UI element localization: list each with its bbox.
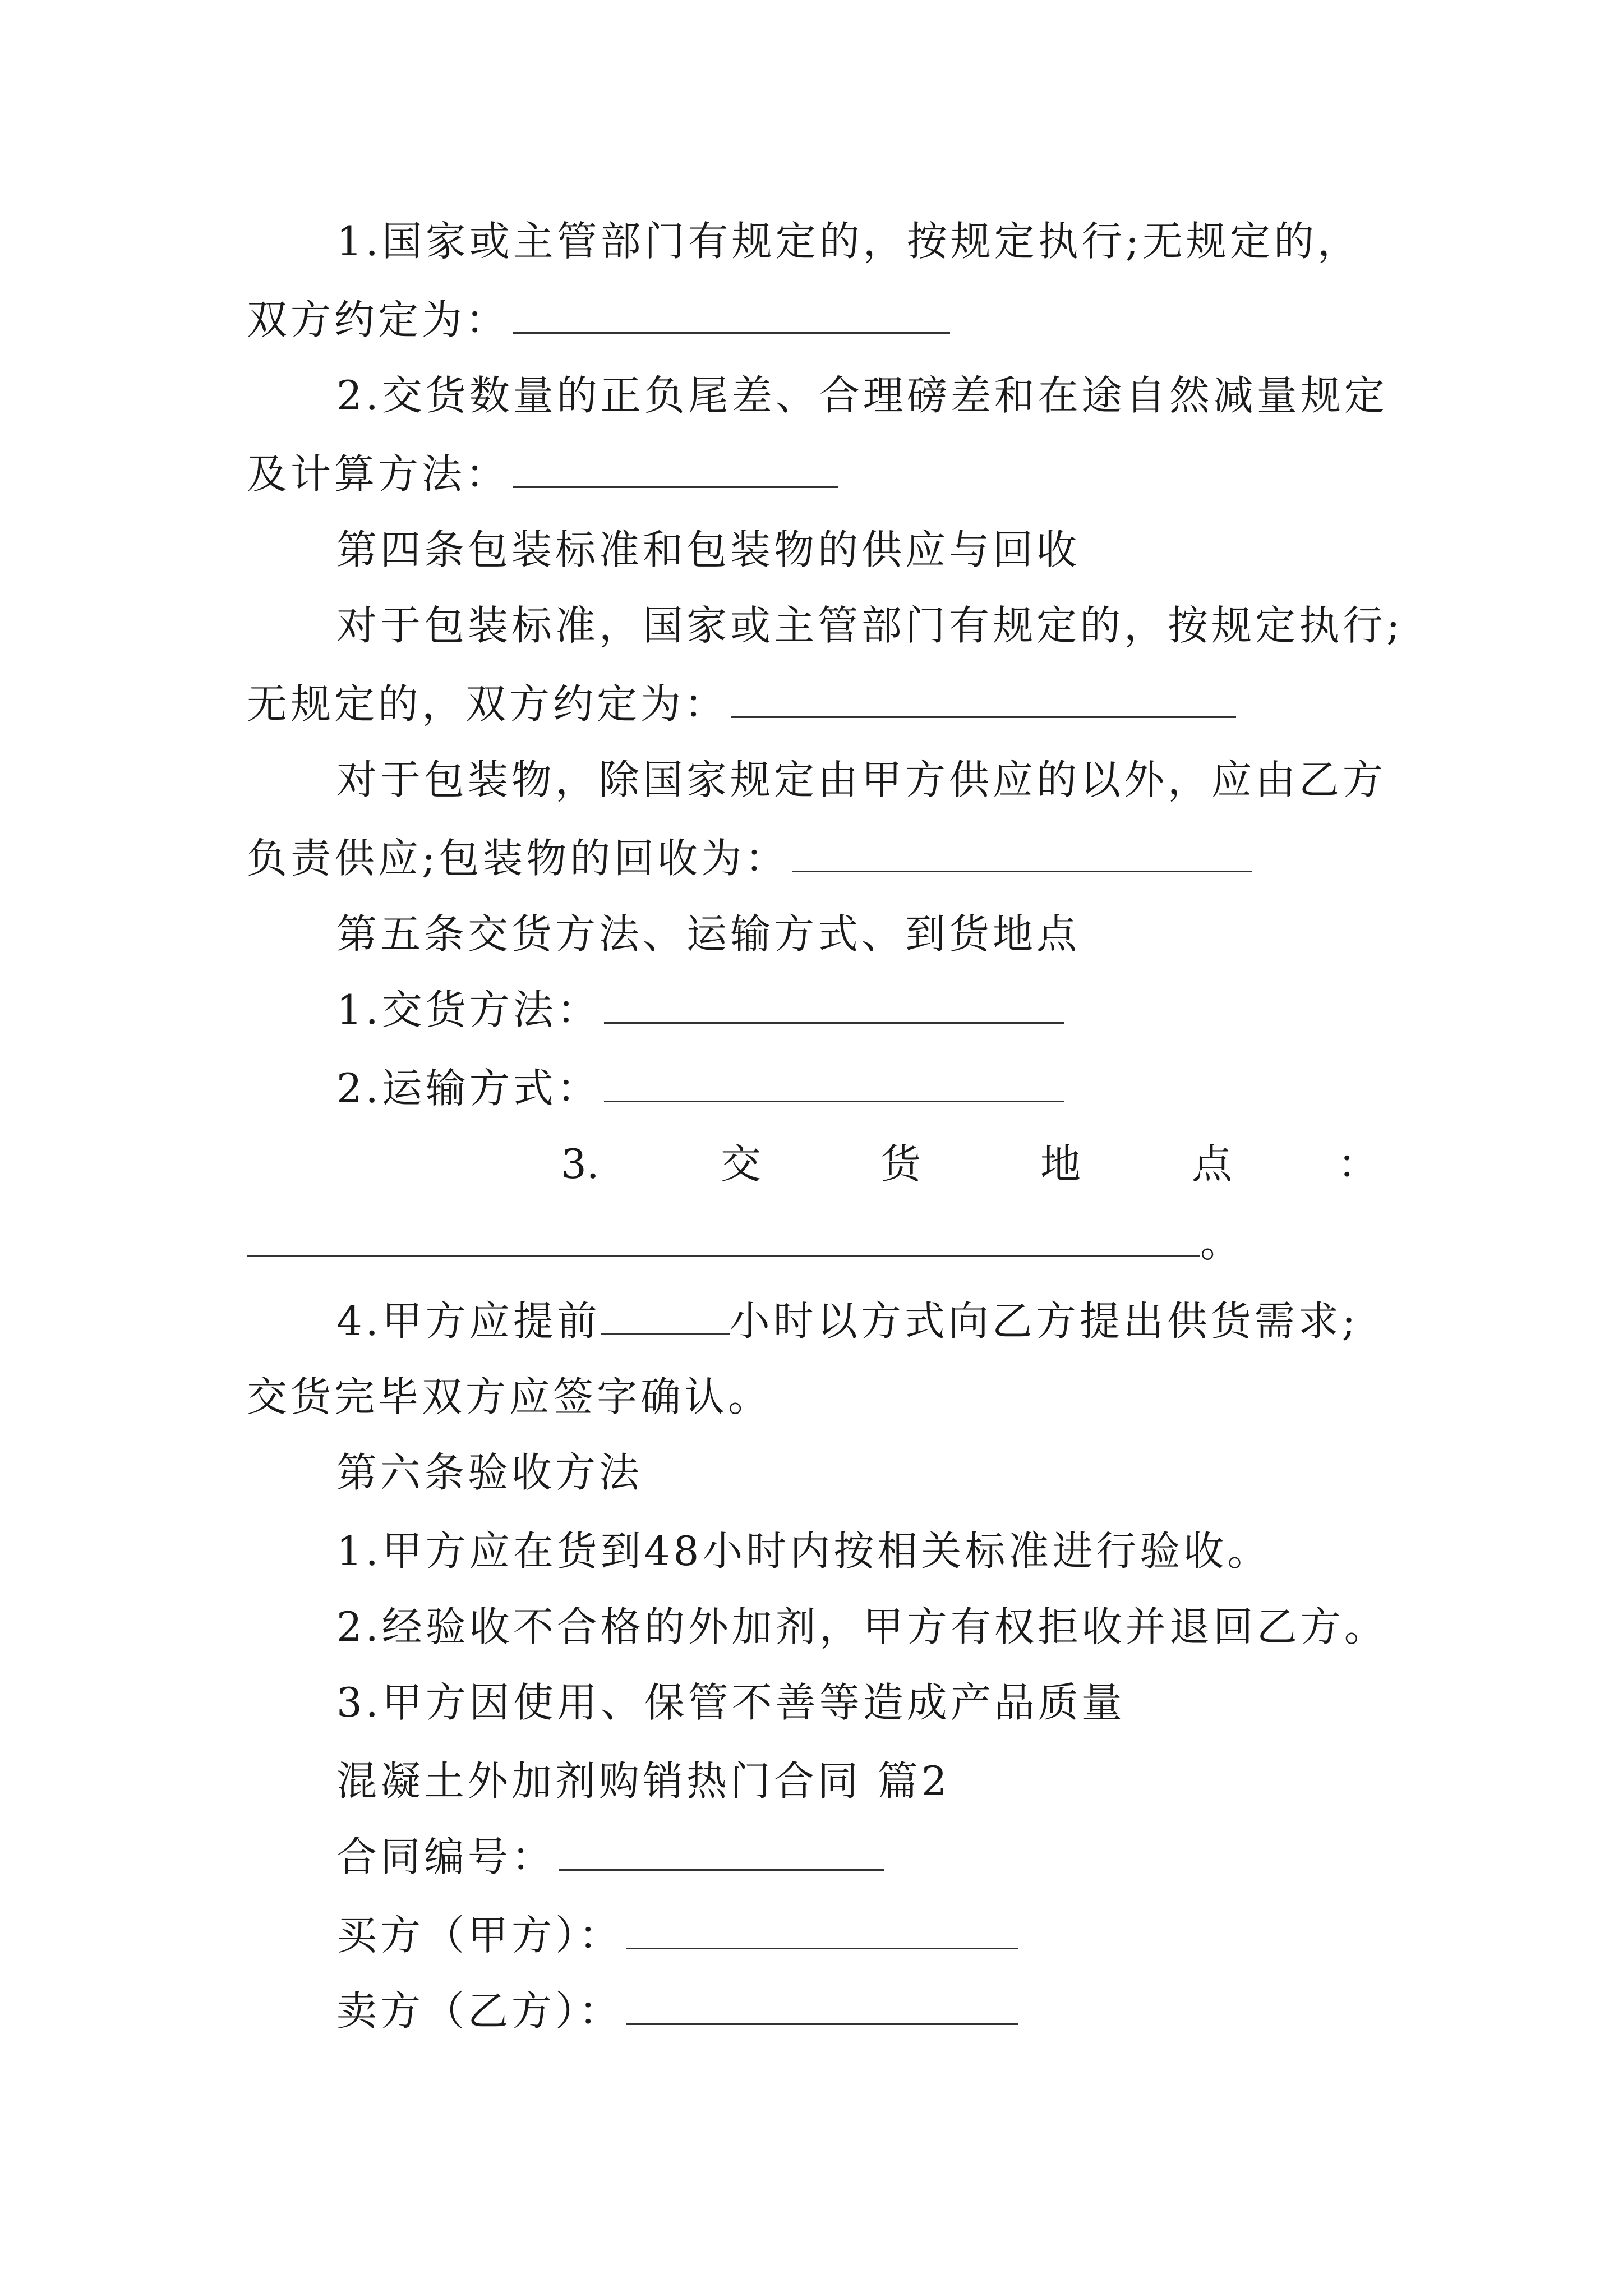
contract2-title (336, 1756, 951, 1806)
article6-item1-text: 1.甲方应在货到48小时内按相关标准进行验收。 (336, 1527, 1271, 1575)
article5-item3-char-1: 交 (721, 1140, 762, 1188)
article5-item4-line1 (336, 1296, 1359, 1346)
article4-title-text: 第四条包装标准和包装物的供应与回收 (336, 526, 1081, 573)
article5-item3-char-2: 货 (880, 1140, 921, 1188)
article5-item2 (336, 1063, 1064, 1114)
article5-item3-end: 。 (1200, 1219, 1244, 1266)
section3-item2-line1 (336, 370, 1388, 421)
section3-item2-text-a: 2.交货数量的正负尾差、合理磅差和在途自然减量规定 (336, 372, 1388, 419)
article6-item2 (336, 1602, 1388, 1652)
fill-blank (601, 1300, 730, 1335)
article4-p2-line1 (336, 754, 1386, 805)
article4-title (336, 524, 1080, 575)
contract2-number (336, 1832, 884, 1882)
contract2-seller (336, 1986, 1018, 2036)
section3-item1-text-a: 1.国家或主管部门有规定的，按规定执行;无规定的， (336, 218, 1361, 265)
article5-item3-blank-line (247, 1217, 1244, 1268)
article5-item4-line2 (247, 1372, 772, 1422)
fill-blank (792, 837, 1252, 872)
fill-blank (626, 1990, 1018, 2025)
article5-item3-char-3: 地 (1040, 1140, 1081, 1188)
fill-blank (604, 1067, 1064, 1102)
contract2-buyer (336, 1910, 1018, 1961)
article4-p1-text-b: 无规定的，双方约定为： (247, 680, 728, 728)
article5-item2-text: 2.运输方式： (336, 1065, 601, 1112)
article6-item3-text: 3.甲方因使用、保管不善等造成产品质量 (336, 1679, 1126, 1726)
article5-title-text: 第五条交货方法、运输方式、到货地点 (336, 910, 1081, 958)
article4-p1-text-a: 对于包装标准，国家或主管部门有规定的，按规定执行; (336, 602, 1404, 649)
section3-item2-text-b: 及计算方法： (247, 450, 510, 498)
article4-p2-text-a: 对于包装物，除国家规定由甲方供应的以外，应由乙方 (336, 756, 1387, 803)
fill-blank (604, 988, 1064, 1024)
fill-blank (247, 1221, 1200, 1257)
article6-item1 (336, 1526, 1271, 1576)
fill-blank (731, 683, 1236, 718)
article5-item4-text-b: 交货完毕双方应签字确认。 (247, 1373, 772, 1420)
contract2-buyer-text: 买方（甲方）： (336, 1912, 623, 1959)
article5-item3-num: 3. (561, 1140, 600, 1188)
article4-p1-line2 (247, 679, 1236, 729)
article6-title-text: 第六条验收方法 (336, 1449, 643, 1496)
article6-item3 (336, 1677, 1126, 1728)
article5-item4-text-a2: 小时以方式向乙方提出供货需求; (729, 1297, 1359, 1345)
section3-item1-text-b: 双方约定为： (247, 296, 510, 343)
section3-item1-line1 (336, 216, 1361, 266)
section3-item2-line2 (247, 449, 838, 499)
section3-item1-line2 (247, 295, 950, 345)
fill-blank (559, 1835, 884, 1871)
contract2-seller-text: 卖方（乙方）： (336, 1987, 623, 2035)
article5-item1 (336, 984, 1064, 1035)
article4-p2-line2 (247, 833, 1252, 884)
contract2-number-text: 合同编号： (336, 1833, 556, 1880)
fill-blank (626, 1914, 1018, 1949)
fill-blank (513, 298, 950, 334)
article5-item1-text: 1.交货方法： (336, 986, 601, 1033)
contract2-title-text: 混凝土外加剂购销热门合同 篇2 (336, 1757, 951, 1805)
article5-item4-text-a1: 4.甲方应提前 (336, 1297, 601, 1345)
fill-blank (513, 453, 838, 488)
article6-item2-text: 2.经验收不合格的外加剂，甲方有权拒收并退回乙方。 (336, 1603, 1388, 1650)
article4-p1-line1 (336, 600, 1403, 651)
article5-item3-colon: ： (1338, 1140, 1378, 1188)
article5-item3-char-4: 点 (1192, 1140, 1233, 1188)
article5-title (336, 909, 1080, 959)
article6-title (336, 1447, 643, 1498)
article4-p2-text-b: 负责供应;包装物的回收为： (247, 835, 789, 882)
